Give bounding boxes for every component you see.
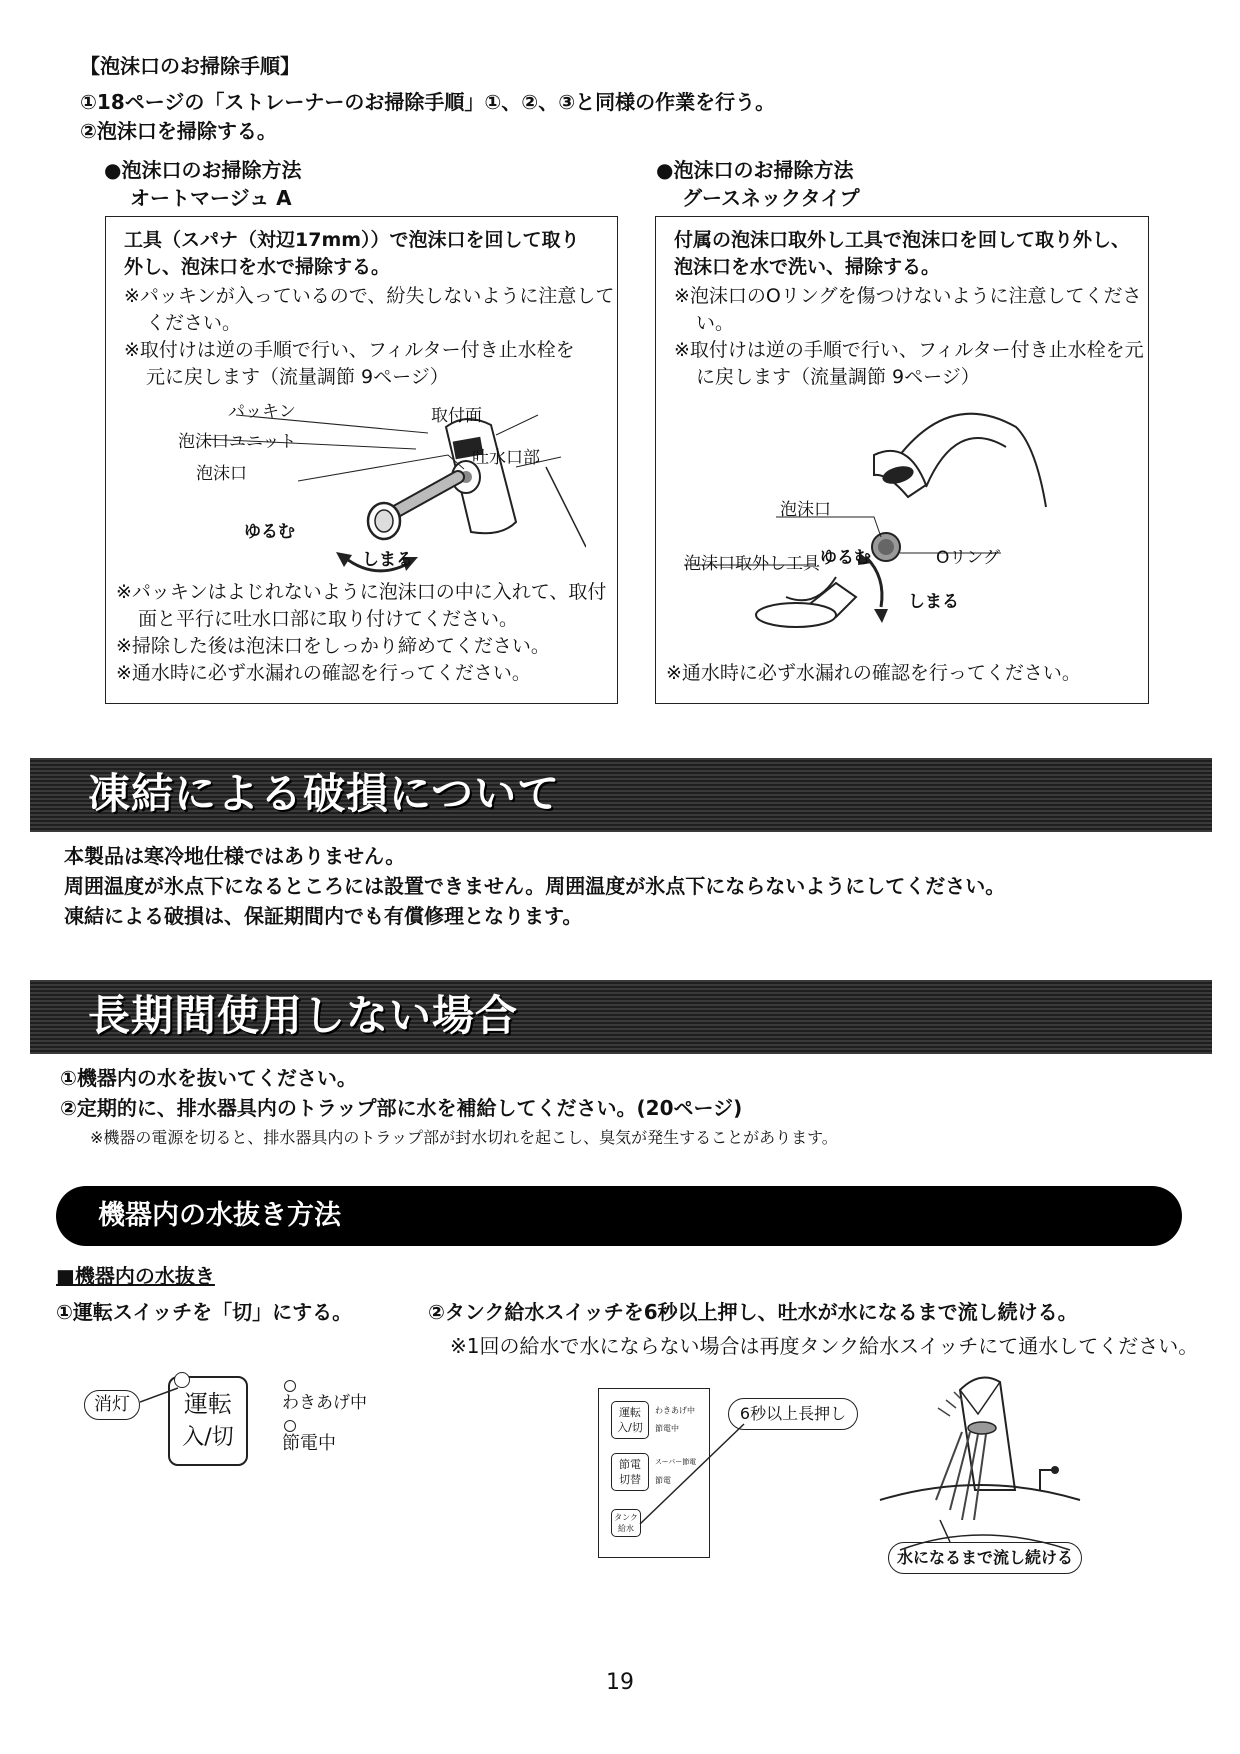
right-note-3: ※通水時に必ず水漏れの確認を行ってください。 <box>666 662 1081 684</box>
faucet-flow-illustration <box>870 1370 1090 1570</box>
panel-power-button: 運転 入/切 <box>611 1401 649 1439</box>
right-note-2: ※取付けは逆の手順で行い、フィルター付き止水栓を元に戻します（流量調節 9ページ） <box>674 339 1144 388</box>
label-tighten: しまる <box>362 550 413 570</box>
power-button-line-2: 入/切 <box>182 1425 234 1450</box>
left-panel-model: オートマージュ A <box>130 186 292 210</box>
right-note-1: ※泡沫口のOリングを傷つけないように注意してください。 <box>674 285 1142 334</box>
page-number: 19 <box>606 1670 634 1695</box>
left-note-1: ※パッキンが入っているので、紛失しないように注意してください。 <box>124 285 615 334</box>
panel-saving-mode-label: 節電 <box>655 1476 671 1485</box>
label-spout: 吐水口部 <box>472 448 540 468</box>
left-panel-title: ●泡沫口のお掃除方法 <box>104 158 302 182</box>
left-instruction-box <box>105 216 618 704</box>
freeze-line-2: 周囲温度が氷点下になるところには設置できません。周囲温度が氷点下にならないようにしてください。 <box>64 874 1006 898</box>
unused-banner-title: 長期間使用しない場合 <box>88 991 519 1040</box>
label-removal-tool: 泡沫口取外し工具 <box>684 554 820 574</box>
light-off-callout: 消灯 <box>84 1390 140 1420</box>
long-press-pointer <box>634 1420 754 1530</box>
drain-step-1: ①運転スイッチを「切」にする。 <box>56 1300 353 1324</box>
unused-note: ※機器の電源を切ると、排水器具内のトラップ部が封水切れを起こし、臭気が発生することがあります。 <box>90 1128 838 1147</box>
drain-step-2-note: ※1回の給水で水にならない場合は再度タンク給水スイッチにて通水してください。 <box>450 1334 1199 1358</box>
left-body-text: 工具（スパナ（対辺17mm））で泡沫口を回して取り外し、泡沫口を水で掃除する。 <box>124 229 580 278</box>
right-panel-title: ●泡沫口のお掃除方法 <box>656 158 854 182</box>
panel-tank-fill-button: タンク 給水 <box>611 1509 641 1537</box>
freeze-damage-banner <box>30 758 1212 832</box>
heating-indicator-label: わきあげ中 <box>282 1393 367 1413</box>
left-note-5: ※通水時に必ず水漏れの確認を行ってください。 <box>116 662 531 684</box>
label-gooseneck-tighten: しまる <box>908 592 959 612</box>
unused-line-2: ②定期的に、排水器具内のトラップ部に水を補給してください。(20ページ) <box>60 1096 743 1120</box>
panel-saving-switch: 節電 切替 <box>611 1453 649 1491</box>
drain-subheading: ■機器内の水抜き <box>56 1264 215 1288</box>
gooseneck-aerator-diagram <box>676 397 1136 657</box>
panel-saving-label: 節電中 <box>655 1424 679 1433</box>
label-mount-face: 取付面 <box>431 406 482 426</box>
power-saving-led <box>284 1420 296 1432</box>
power-led-indicator <box>174 1372 190 1388</box>
freeze-line-1: 本製品は寒冷地仕様ではありません。 <box>64 844 406 868</box>
cleaning-procedure-heading: 【泡沫口のお掃除手順】 <box>80 54 300 78</box>
freeze-banner-title: 凍結による破損について <box>88 769 561 818</box>
panel-heating-label: わきあげ中 <box>655 1406 695 1415</box>
left-note-2: ※取付けは逆の手順で行い、フィルター付き止水栓を元に戻します（流量調節 9ページ） <box>124 339 575 388</box>
label-packing: パッキン <box>228 402 296 422</box>
label-gooseneck-loosen: ゆるむ <box>820 548 871 568</box>
left-note-3: ※パッキンはよじれないように泡沫口の中に入れて、取付面と平行に吐水口部に取り付けてください。 <box>116 581 607 630</box>
drain-step-2: ②タンク給水スイッチを6秒以上押し、吐水が水になるまで流し続ける。 <box>428 1300 1078 1324</box>
unused-line-1: ①機器内の水を抜いてください。 <box>60 1066 357 1090</box>
label-oring: Oリング <box>936 548 1001 568</box>
label-aerator-unit: 泡沫口ユニット <box>178 432 297 452</box>
label-aerator: 泡沫口 <box>196 464 247 484</box>
power-saving-indicator-label: 節電中 <box>282 1433 336 1454</box>
right-body-text: 付属の泡沫口取外し工具で泡沫口を回して取り外し、泡沫口を水で洗い、掃除する。 <box>674 229 1131 278</box>
right-instruction-box <box>655 216 1149 704</box>
power-button-line-1: 運転 <box>184 1390 232 1418</box>
label-gooseneck-aerator: 泡沫口 <box>780 500 831 520</box>
panel-super-saving-label: スーパー節電 <box>655 1458 697 1466</box>
freeze-line-3: 凍結による破損は、保証期間内でも有償修理となります。 <box>64 904 583 928</box>
drain-method-header <box>56 1186 1182 1246</box>
long-term-unused-banner <box>30 980 1212 1054</box>
label-loosen: ゆるむ <box>244 522 295 542</box>
heating-led <box>284 1380 296 1392</box>
drain-method-title: 機器内の水抜き方法 <box>98 1200 341 1231</box>
procedure-step-1: ①18ページの「ストレーナーのお掃除手順」①、②、③と同様の作業を行う。 <box>80 90 776 114</box>
right-panel-model: グースネックタイプ <box>682 186 860 210</box>
procedure-step-2: ②泡沫口を掃除する。 <box>80 119 277 143</box>
long-press-callout: 6秒以上長押し <box>728 1398 858 1430</box>
power-switch-button[interactable] <box>168 1376 248 1466</box>
flow-until-water-callout: 水になるまで流し続ける <box>888 1542 1082 1574</box>
left-note-4: ※掃除した後は泡沫口をしっかり締めてください。 <box>116 635 550 657</box>
